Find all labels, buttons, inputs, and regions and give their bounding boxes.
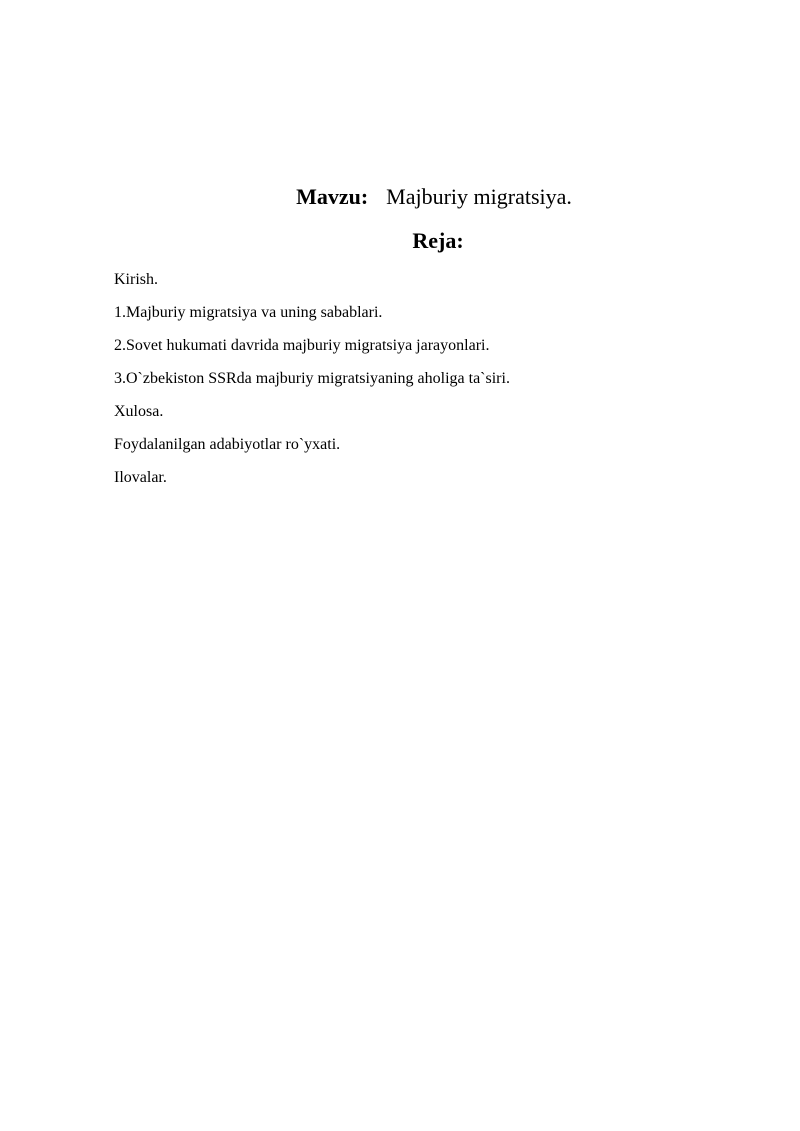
plan-item-3: 3.O`zbekiston SSRda majburiy migratsiyaning aholiga ta`siri. [114,370,510,387]
plan-item-1: 1.Majburiy migratsiya va uning sabablari. [114,304,383,321]
plan-item-introduction: Kirish. [114,271,158,288]
plan-item-references: Foydalanilgan adabiyotlar ro`yxati. [114,436,341,453]
plan-item-2: 2.Sovet hukumati davrida majburiy migratsiya jarayonlari. [114,337,490,354]
topic-label: Mavzu: [296,184,369,209]
topic-line [0,181,800,213]
plan-list [114,263,510,494]
plan-heading: Reja: [412,228,464,253]
plan-item-conclusion: Xulosa. [114,403,164,420]
plan-item-appendices: Ilovalar. [114,469,167,486]
topic-title: Majburiy migratsiya. [386,184,572,209]
